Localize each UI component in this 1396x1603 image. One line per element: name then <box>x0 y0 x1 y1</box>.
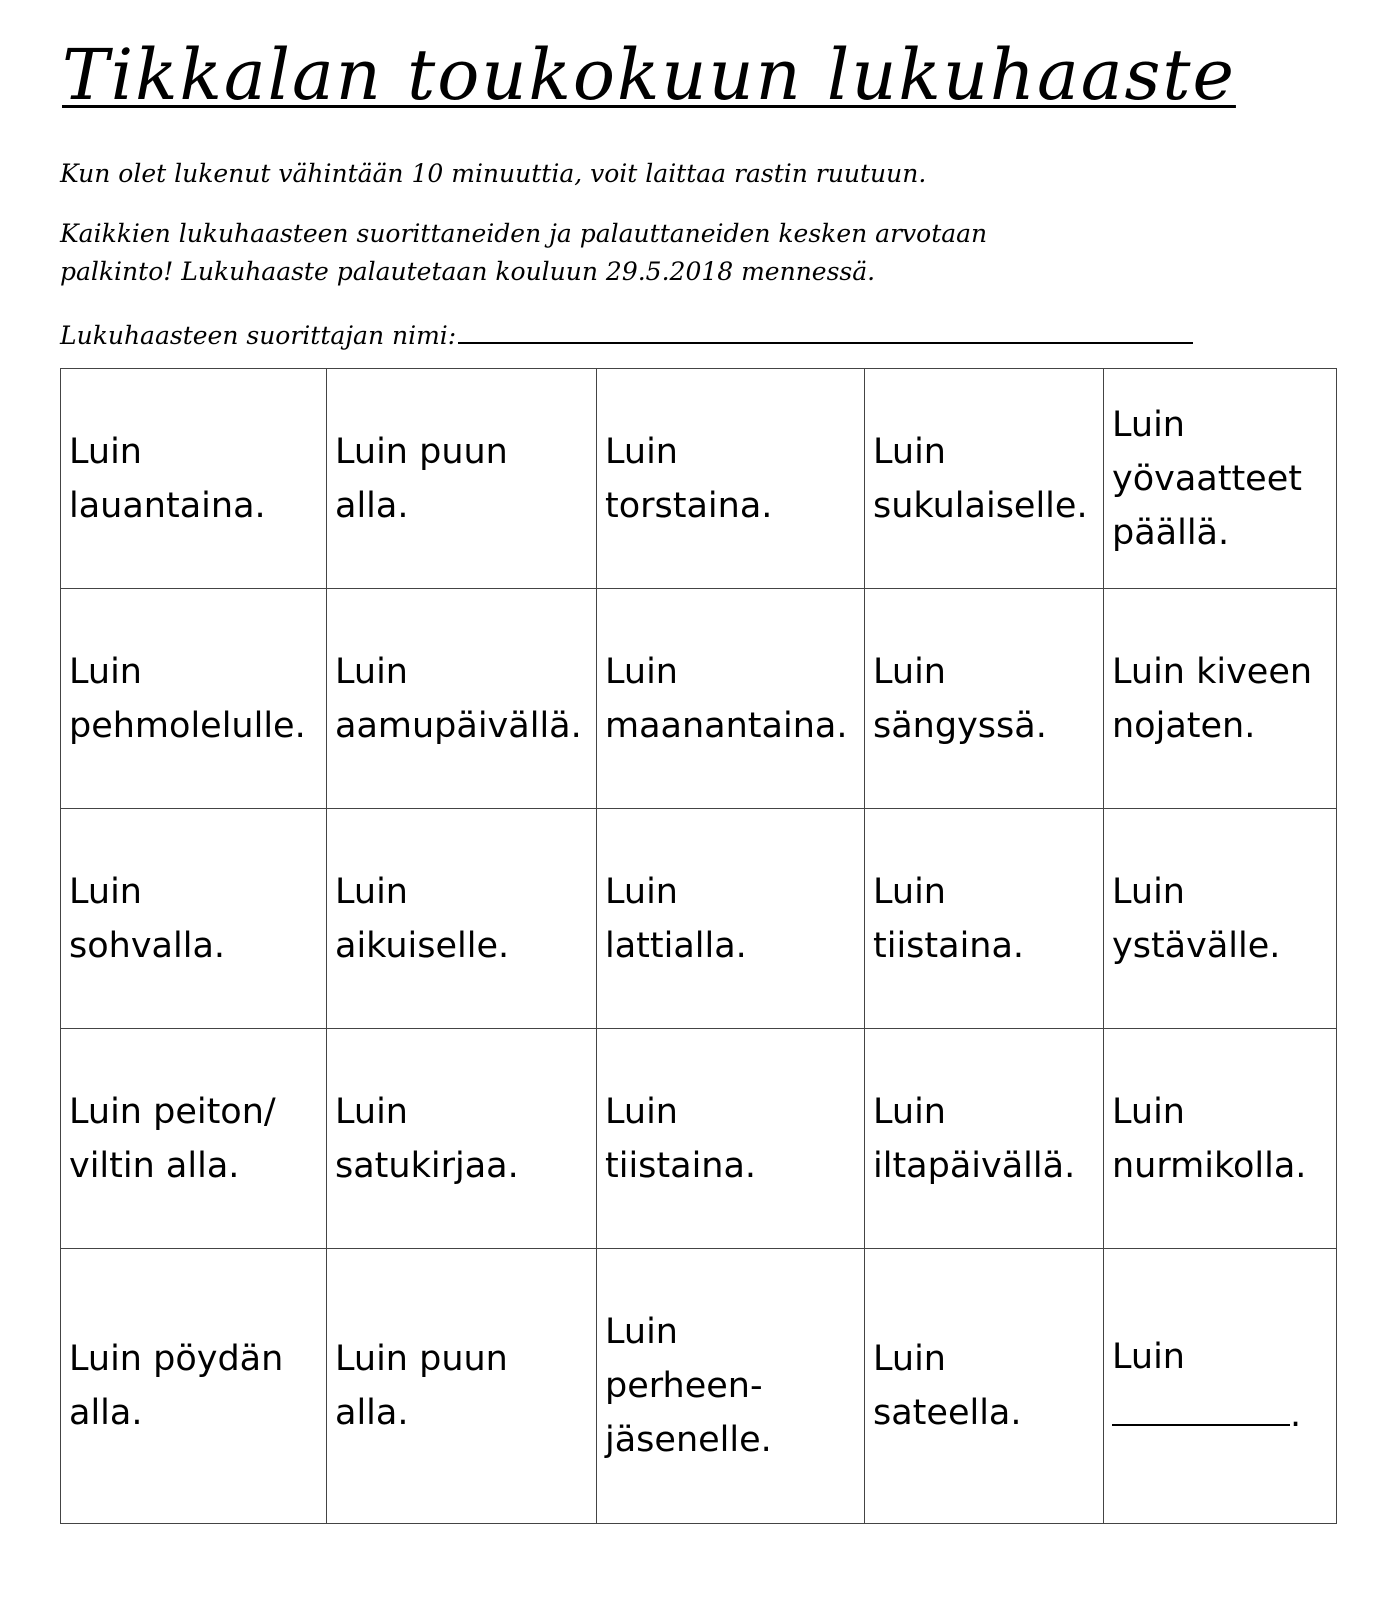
cell-line: Luin <box>873 1091 946 1132</box>
cell-line: Luin pöydän <box>69 1339 284 1379</box>
grid-cell[interactable] <box>597 589 865 809</box>
cell-line: Luin puun <box>335 431 508 472</box>
grid-cell[interactable] <box>865 1249 1104 1524</box>
grid-cell[interactable] <box>865 589 1104 809</box>
cell-line: Luin <box>1112 404 1185 445</box>
grid-cell[interactable] <box>61 1029 327 1249</box>
cell-line: sateella. <box>873 1393 1022 1433</box>
grid-cell[interactable] <box>1104 809 1337 1029</box>
cell-line: sohvalla. <box>69 925 226 966</box>
cell-line: Luin <box>605 431 678 472</box>
instruction-minutes: Kun olet lukenut vähintään 10 minuuttia, voit laittaa rastin ruutuun. <box>60 159 927 188</box>
challenge-grid <box>60 368 1337 1524</box>
grid-cell[interactable] <box>61 809 327 1029</box>
grid-cell[interactable] <box>327 809 597 1029</box>
name-field-label: Lukuhaasteen suorittajan nimi: <box>60 321 457 350</box>
page-title: Tikkalan toukokuun lukuhaaste <box>62 34 1236 116</box>
cell-line: Luin <box>605 651 678 692</box>
cell-line: Luin kiveen <box>1112 651 1313 692</box>
cell-line: sukulaiselle. <box>873 485 1088 526</box>
grid-cell[interactable] <box>61 589 327 809</box>
cell-line: Luin <box>605 1091 678 1132</box>
cell-line: nurmikolla. <box>1112 1145 1307 1186</box>
grid-row <box>61 1029 1337 1249</box>
cell-line: lauantaina. <box>69 485 266 526</box>
cell-line: jäsenelle. <box>605 1420 772 1460</box>
grid-cell[interactable] <box>61 1249 327 1524</box>
fill-in-blank[interactable] <box>1112 1384 1290 1426</box>
cell-line: viltin alla. <box>69 1145 240 1186</box>
cell-line: nojaten. <box>1112 705 1256 746</box>
grid-cell[interactable] <box>597 809 865 1029</box>
cell-line: torstaina. <box>605 485 773 526</box>
cell-line: yövaatteet <box>1112 458 1302 499</box>
instruction-prize-line-2: palkinto! Lukuhaaste palautetaan kouluun 29.5.2018 mennessä. <box>60 257 876 286</box>
cell-line: Luin <box>335 871 408 912</box>
instruction-prize-line-1: Kaikkien lukuhaasteen suorittaneiden ja palauttaneiden kesken arvotaan <box>60 219 988 248</box>
grid-cell[interactable] <box>1104 369 1337 589</box>
instruction-prize <box>60 215 987 291</box>
cell-line: alla. <box>69 1393 143 1433</box>
cell-line: Luin <box>605 871 678 912</box>
cell-line: Luin <box>69 651 142 692</box>
grid-cell[interactable] <box>327 1249 597 1524</box>
cell-line: tiistaina. <box>873 925 1025 966</box>
cell-line: Luin <box>873 871 946 912</box>
cell-line: Luin <box>335 1091 408 1132</box>
grid-cell[interactable] <box>1104 1249 1337 1524</box>
cell-line: alla. <box>335 485 409 526</box>
cell-line: päällä. <box>1112 512 1230 553</box>
grid-row <box>61 589 1337 809</box>
cell-line: Luin <box>1112 1337 1185 1377</box>
grid-cell[interactable] <box>597 1249 865 1524</box>
cell-line: Luin peiton/ <box>69 1091 276 1132</box>
grid-cell[interactable] <box>597 1029 865 1249</box>
cell-line: Luin <box>69 871 142 912</box>
cell-line: iltapäivällä. <box>873 1145 1076 1186</box>
grid-row <box>61 369 1337 589</box>
cell-line: pehmolelulle. <box>69 705 306 746</box>
cell-line: lattialla. <box>605 925 747 966</box>
cell-line: Luin <box>1112 871 1185 912</box>
cell-line: Luin <box>873 651 946 692</box>
grid-cell[interactable] <box>865 1029 1104 1249</box>
name-blank-line[interactable] <box>458 314 1193 344</box>
cell-line: . <box>1290 1395 1302 1435</box>
name-field <box>60 314 1193 355</box>
cell-line: satukirjaa. <box>335 1145 519 1186</box>
cell-line: perheen- <box>605 1366 763 1406</box>
grid-row <box>61 1249 1337 1524</box>
grid-cell[interactable] <box>865 369 1104 589</box>
cell-line: maanantaina. <box>605 705 848 746</box>
cell-line: Luin <box>69 431 142 472</box>
cell-line: Luin <box>335 651 408 692</box>
cell-line: aikuiselle. <box>335 925 510 966</box>
grid-cell[interactable] <box>865 809 1104 1029</box>
grid-row <box>61 809 1337 1029</box>
cell-line: Luin <box>873 1339 946 1379</box>
cell-line: Luin <box>1112 1091 1185 1132</box>
cell-line: tiistaina. <box>605 1145 757 1186</box>
grid-cell[interactable] <box>1104 589 1337 809</box>
cell-line: ystävälle. <box>1112 925 1281 966</box>
grid-cell[interactable] <box>1104 1029 1337 1249</box>
grid-cell[interactable] <box>327 369 597 589</box>
grid-cell[interactable] <box>597 369 865 589</box>
cell-line: alla. <box>335 1393 409 1433</box>
grid-cell[interactable] <box>327 1029 597 1249</box>
cell-line: Luin <box>873 431 946 472</box>
cell-line: Luin puun <box>335 1339 508 1379</box>
grid-cell[interactable] <box>327 589 597 809</box>
cell-line: sängyssä. <box>873 705 1047 746</box>
grid-cell[interactable] <box>61 369 327 589</box>
cell-line: aamupäivällä. <box>335 705 582 746</box>
cell-line: Luin <box>605 1312 678 1352</box>
